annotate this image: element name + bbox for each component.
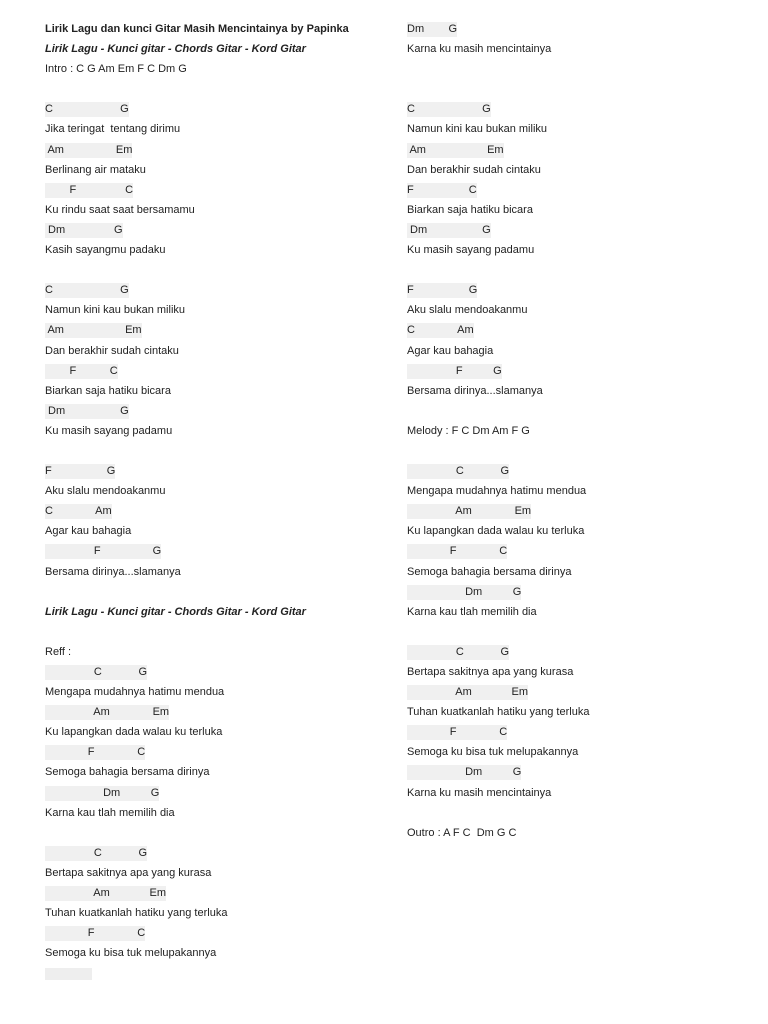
chord-text: F C	[45, 364, 118, 377]
chord-line	[45, 885, 385, 905]
lyric-line: Ku masih sayang padamu	[407, 244, 535, 257]
lyric-line: Kasih sayangmu padaku	[45, 244, 166, 257]
chord-text: F C	[45, 746, 146, 759]
chord-line	[45, 101, 385, 121]
chord-text: C G	[407, 103, 491, 116]
chord-line	[45, 182, 385, 202]
lyric-line: Bertapa sakitnya apa yang kurasa	[407, 666, 574, 678]
lyric-line: Karna ku masih mencintainya	[407, 786, 552, 799]
chord-text: C G	[45, 666, 148, 678]
chord-line	[45, 142, 385, 162]
lyric-line: Ku rindu saat saat bersamamu	[45, 203, 195, 216]
chord-line	[45, 463, 385, 483]
chord-text: Dm G	[407, 766, 522, 779]
chord-text: Am Em	[407, 143, 504, 156]
chord-line	[407, 282, 747, 302]
chord-text: F G	[407, 364, 502, 377]
chord-text: F G	[407, 284, 478, 297]
lyric-line: Outro : A F C Dm G C	[407, 826, 517, 839]
blank-line	[45, 624, 385, 644]
lyric-line: Namun kini kau bukan miliku	[45, 304, 186, 317]
chord-text: Am Em	[407, 505, 532, 518]
chord-text: C Am	[45, 505, 112, 518]
lyric-line: Dan berakhir sudah cintaku	[407, 163, 541, 176]
chord-text: C Am	[407, 324, 474, 337]
chord-line	[407, 463, 747, 483]
lyric-line: Aku slalu mendoakanmu	[407, 304, 528, 317]
chord-line	[45, 785, 385, 805]
lyric-line: Berlinang air mataku	[45, 163, 146, 176]
lyric-line: Karna ku masih mencintainya	[407, 43, 552, 56]
blank-line	[45, 825, 385, 845]
chord-line	[45, 704, 385, 724]
chord-text: Am Em	[45, 706, 170, 719]
lyric-line: Ku masih sayang padamu	[45, 424, 173, 437]
chord-line	[407, 182, 747, 202]
lyric-line: Reff :	[45, 645, 72, 658]
lyric-line: Bersama dirinya...slamanya	[407, 384, 543, 397]
chord-text: Am Em	[407, 686, 529, 699]
chord-line	[45, 282, 385, 302]
chord-line	[407, 322, 747, 342]
lyric-line: Bersama dirinya...slamanya	[45, 565, 181, 578]
chord-line	[407, 543, 747, 563]
lyric-line: Karna kau tlah memilih dia	[45, 806, 175, 819]
chord-text: F C	[45, 183, 134, 196]
chord-line	[45, 222, 385, 242]
chord-line	[407, 503, 747, 523]
chord-line	[407, 101, 747, 121]
chord-text: C G	[407, 465, 510, 478]
chord-line	[407, 363, 747, 383]
chord-line	[407, 222, 747, 242]
chord-line	[407, 142, 747, 162]
chord-line	[45, 322, 385, 342]
blank-line	[45, 262, 385, 282]
lyric-line: Semoga bahagia bersama dirinya	[45, 766, 210, 779]
blank-bar	[45, 965, 385, 985]
lyric-line: Tuhan kuatkanlah hatiku yang terluka	[45, 907, 228, 920]
chord-line	[45, 744, 385, 764]
lyric-line: Intro : C G Am Em F C Dm G	[45, 63, 187, 76]
chord-text: F G	[45, 545, 162, 558]
chord-text: F C	[45, 927, 146, 940]
blank-line	[407, 81, 747, 101]
chord-text: Dm G	[407, 23, 458, 35]
lyric-line: Ku lapangkan dada walau ku terluka	[45, 726, 223, 739]
chord-line	[45, 925, 385, 945]
chord-text: F C	[407, 183, 477, 196]
lyric-line: Biarkan saja hatiku bicara	[45, 384, 171, 397]
chord-text: Dm G	[45, 404, 129, 417]
lyric-line: Karna kau tlah memilih dia	[407, 605, 537, 618]
lyric-line: Jika teringat tentang dirimu	[45, 123, 181, 136]
chord-text: C G	[45, 103, 129, 116]
chord-text: F C	[407, 545, 508, 558]
chord-line	[45, 543, 385, 563]
blank-line	[45, 81, 385, 101]
blank-line	[407, 624, 747, 644]
chord-text: Dm G	[45, 786, 160, 799]
lyric-line: Tuhan kuatkanlah hatiku yang terluka	[407, 706, 590, 719]
chord-line	[407, 724, 747, 744]
chord-text: Am Em	[45, 887, 167, 900]
blank-line	[407, 262, 747, 282]
chord-line	[45, 503, 385, 523]
lyric-line: Dan berakhir sudah cintaku	[45, 344, 179, 357]
lyric-line: Mengapa mudahnya hatimu mendua	[45, 686, 225, 699]
subtitle-line: Lirik Lagu - Kunci gitar - Chords Gitar - Kord Gitar	[45, 43, 306, 56]
blank-line	[45, 443, 385, 463]
lyric-line: Agar kau bahagia	[407, 344, 494, 357]
blank-line	[407, 403, 747, 423]
subtitle-line: Lirik Lagu - Kunci gitar - Chords Gitar - Kord Gitar	[45, 605, 306, 618]
blank-line	[45, 584, 385, 604]
lyric-line: Agar kau bahagia	[45, 525, 132, 538]
left-column	[45, 21, 385, 986]
empty-chord-bar	[45, 968, 92, 980]
chord-text: F G	[45, 465, 116, 478]
lyric-line: Bertapa sakitnya apa yang kurasa	[45, 866, 212, 879]
chord-line	[45, 664, 385, 684]
lyric-line: Melody : F C Dm Am F G	[407, 424, 530, 437]
lyric-line: Aku slalu mendoakanmu	[45, 485, 166, 498]
chord-line	[407, 644, 747, 664]
chord-text: F C	[407, 726, 508, 739]
lyric-line: Namun kini kau bukan miliku	[407, 123, 548, 136]
chord-text: C G	[45, 284, 129, 297]
blank-line	[407, 443, 747, 463]
document-title: Lirik Lagu dan kunci Gitar Masih Mencintainya by Papinka	[45, 23, 349, 35]
chord-text: Dm G	[45, 223, 123, 236]
chord-text: Dm G	[407, 585, 522, 598]
lyric-line: Semoga bahagia bersama dirinya	[407, 565, 572, 578]
right-column	[407, 21, 747, 845]
blank-line	[407, 805, 747, 825]
chord-text: C G	[45, 846, 148, 859]
lyric-line: Ku lapangkan dada walau ku terluka	[407, 525, 585, 538]
chord-line	[407, 684, 747, 704]
chord-line	[45, 363, 385, 383]
lyric-line: Biarkan saja hatiku bicara	[407, 203, 533, 216]
chord-line	[407, 21, 747, 41]
chord-line	[45, 403, 385, 423]
lyric-line: Semoga ku bisa tuk melupakannya	[407, 746, 579, 759]
chord-line	[407, 584, 747, 604]
chord-text: Am Em	[45, 324, 142, 337]
chord-line	[407, 764, 747, 784]
blank-line	[407, 61, 747, 81]
chord-line	[45, 845, 385, 865]
chord-text: Am Em	[45, 143, 133, 156]
lyric-line: Semoga ku bisa tuk melupakannya	[45, 947, 217, 960]
chord-text: Dm G	[407, 223, 491, 236]
lyric-line: Mengapa mudahnya hatimu mendua	[407, 485, 587, 498]
chord-text: C G	[407, 645, 510, 658]
